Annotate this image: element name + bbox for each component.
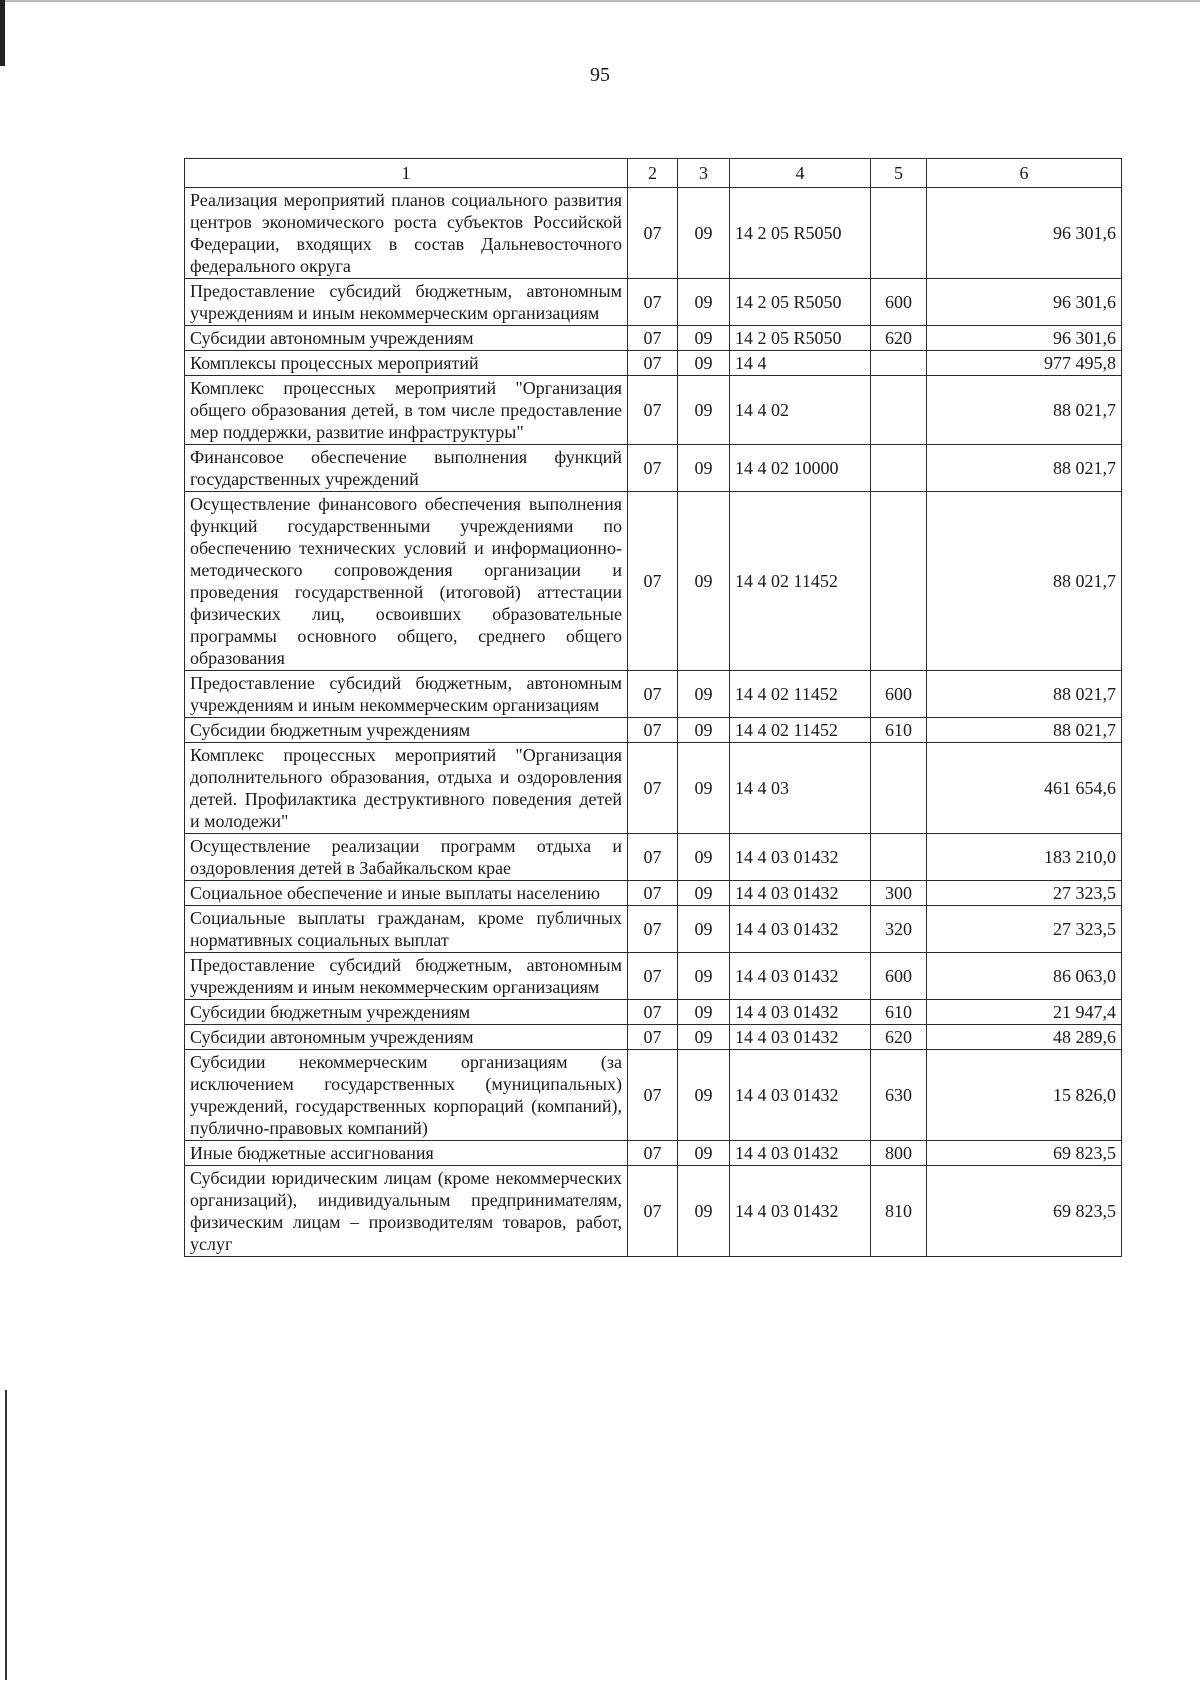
row-target-article: 14 4 03 01432 <box>730 834 871 881</box>
table-row <box>185 376 1122 445</box>
row-target-article: 14 4 02 11452 <box>730 492 871 671</box>
row-name: Предоставление субсидий бюджетным, автономным учреждениям и иным некоммерческим организациям <box>185 671 628 718</box>
row-target-article: 14 4 02 11452 <box>730 671 871 718</box>
row-target-article: 14 4 03 01432 <box>730 1141 871 1166</box>
header-row <box>185 159 1122 188</box>
table-row <box>185 743 1122 834</box>
row-expense-type <box>871 492 927 671</box>
row-subsection: 09 <box>678 1025 730 1050</box>
row-subsection: 09 <box>678 445 730 492</box>
row-section: 07 <box>628 1025 678 1050</box>
page-number: 95 <box>590 64 610 86</box>
row-section: 07 <box>628 1141 678 1166</box>
row-name: Комплексы процессных мероприятий <box>185 351 628 376</box>
row-name: Осуществление финансового обеспечения выполнения функций государственными учреждениями по обеспечению технических условий и информационно-методического сопровождения организации и проведения государственной (итоговой) аттестации физических лиц, освоивших образовательные программы основного общего, среднего общего образования <box>185 492 628 671</box>
table-body <box>185 188 1122 1257</box>
row-amount: 96 301,6 <box>927 326 1122 351</box>
row-subsection: 09 <box>678 188 730 279</box>
column-header-2: 2 <box>628 159 678 188</box>
row-section: 07 <box>628 881 678 906</box>
row-name: Предоставление субсидий бюджетным, автономным учреждениям и иным некоммерческим организациям <box>185 279 628 326</box>
row-name: Субсидии бюджетным учреждениям <box>185 718 628 743</box>
scan-edge-left-lower <box>5 1390 7 1680</box>
row-target-article: 14 4 03 01432 <box>730 1050 871 1141</box>
row-subsection: 09 <box>678 326 730 351</box>
row-subsection: 09 <box>678 881 730 906</box>
table-row <box>185 1166 1122 1257</box>
row-name: Субсидии некоммерческим организациям (за исключением государственных (муниципальных) учреждений, государственных корпораций (компаний), публично-правовых компаний) <box>185 1050 628 1141</box>
row-amount: 96 301,6 <box>927 279 1122 326</box>
table-row <box>185 881 1122 906</box>
row-amount: 88 021,7 <box>927 376 1122 445</box>
table-row <box>185 1025 1122 1050</box>
row-section: 07 <box>628 1050 678 1141</box>
row-amount: 86 063,0 <box>927 953 1122 1000</box>
row-target-article: 14 4 03 01432 <box>730 953 871 1000</box>
row-expense-type <box>871 351 927 376</box>
row-section: 07 <box>628 188 678 279</box>
row-name: Осуществление реализации программ отдыха и оздоровления детей в Забайкальском крае <box>185 834 628 881</box>
row-target-article: 14 4 03 01432 <box>730 1166 871 1257</box>
row-amount: 96 301,6 <box>927 188 1122 279</box>
row-target-article: 14 4 03 01432 <box>730 906 871 953</box>
row-expense-type: 610 <box>871 1000 927 1025</box>
table-row <box>185 953 1122 1000</box>
row-amount: 88 021,7 <box>927 718 1122 743</box>
row-name: Предоставление субсидий бюджетным, автономным учреждениям и иным некоммерческим организациям <box>185 953 628 1000</box>
table-row <box>185 1000 1122 1025</box>
row-target-article: 14 2 05 R5050 <box>730 188 871 279</box>
row-target-article: 14 4 03 01432 <box>730 1025 871 1050</box>
table-row <box>185 834 1122 881</box>
scan-edge-top <box>0 0 1200 2</box>
row-section: 07 <box>628 1166 678 1257</box>
row-amount: 27 323,5 <box>927 881 1122 906</box>
row-expense-type: 600 <box>871 279 927 326</box>
column-header-6: 6 <box>927 159 1122 188</box>
row-section: 07 <box>628 906 678 953</box>
row-target-article: 14 4 <box>730 351 871 376</box>
row-expense-type <box>871 188 927 279</box>
table-row <box>185 279 1122 326</box>
row-name: Комплекс процессных мероприятий "Организация общего образования детей, в том числе предоставление мер поддержки, развитие инфраструктуры" <box>185 376 628 445</box>
row-section: 07 <box>628 743 678 834</box>
row-target-article: 14 4 03 01432 <box>730 1000 871 1025</box>
row-target-article: 14 4 03 01432 <box>730 881 871 906</box>
row-expense-type: 320 <box>871 906 927 953</box>
column-header-5: 5 <box>871 159 927 188</box>
row-amount: 183 210,0 <box>927 834 1122 881</box>
row-subsection: 09 <box>678 376 730 445</box>
row-name: Иные бюджетные ассигнования <box>185 1141 628 1166</box>
row-target-article: 14 4 02 11452 <box>730 718 871 743</box>
row-expense-type <box>871 743 927 834</box>
row-amount: 88 021,7 <box>927 492 1122 671</box>
row-section: 07 <box>628 376 678 445</box>
row-subsection: 09 <box>678 492 730 671</box>
column-header-3: 3 <box>678 159 730 188</box>
row-amount: 15 826,0 <box>927 1050 1122 1141</box>
row-expense-type: 810 <box>871 1166 927 1257</box>
table-row <box>185 351 1122 376</box>
table-header <box>185 159 1122 188</box>
row-section: 07 <box>628 834 678 881</box>
row-expense-type: 800 <box>871 1141 927 1166</box>
row-subsection: 09 <box>678 718 730 743</box>
row-subsection: 09 <box>678 743 730 834</box>
row-target-article: 14 2 05 R5050 <box>730 279 871 326</box>
row-amount: 21 947,4 <box>927 1000 1122 1025</box>
table-row <box>185 492 1122 671</box>
row-amount: 69 823,5 <box>927 1141 1122 1166</box>
row-subsection: 09 <box>678 953 730 1000</box>
row-target-article: 14 2 05 R5050 <box>730 326 871 351</box>
row-section: 07 <box>628 953 678 1000</box>
row-subsection: 09 <box>678 279 730 326</box>
row-section: 07 <box>628 718 678 743</box>
row-amount: 69 823,5 <box>927 1166 1122 1257</box>
row-section: 07 <box>628 351 678 376</box>
scan-edge-left <box>0 0 5 66</box>
row-subsection: 09 <box>678 671 730 718</box>
row-target-article: 14 4 03 <box>730 743 871 834</box>
table-row <box>185 1141 1122 1166</box>
row-name: Субсидии автономным учреждениям <box>185 326 628 351</box>
row-expense-type: 300 <box>871 881 927 906</box>
row-subsection: 09 <box>678 1000 730 1025</box>
row-amount: 977 495,8 <box>927 351 1122 376</box>
row-expense-type: 600 <box>871 671 927 718</box>
row-subsection: 09 <box>678 1166 730 1257</box>
row-subsection: 09 <box>678 1050 730 1141</box>
row-section: 07 <box>628 492 678 671</box>
column-header-4: 4 <box>730 159 871 188</box>
row-subsection: 09 <box>678 1141 730 1166</box>
row-section: 07 <box>628 445 678 492</box>
row-expense-type: 610 <box>871 718 927 743</box>
row-subsection: 09 <box>678 351 730 376</box>
row-amount: 461 654,6 <box>927 743 1122 834</box>
row-expense-type <box>871 445 927 492</box>
table-row <box>185 445 1122 492</box>
table-row <box>185 326 1122 351</box>
row-name: Субсидии юридическим лицам (кроме некоммерческих организаций), индивидуальным предпринимателям, физическим лицам – производителям товаров, работ, услуг <box>185 1166 628 1257</box>
row-expense-type: 620 <box>871 326 927 351</box>
row-amount: 88 021,7 <box>927 445 1122 492</box>
row-amount: 88 021,7 <box>927 671 1122 718</box>
row-target-article: 14 4 02 <box>730 376 871 445</box>
column-header-1: 1 <box>185 159 628 188</box>
row-name: Финансовое обеспечение выполнения функций государственных учреждений <box>185 445 628 492</box>
row-section: 07 <box>628 1000 678 1025</box>
row-expense-type: 600 <box>871 953 927 1000</box>
row-target-article: 14 4 02 10000 <box>730 445 871 492</box>
row-expense-type: 620 <box>871 1025 927 1050</box>
row-expense-type <box>871 834 927 881</box>
row-subsection: 09 <box>678 906 730 953</box>
budget-table <box>184 158 1122 1257</box>
table-row <box>185 188 1122 279</box>
row-name: Социальное обеспечение и иные выплаты населению <box>185 881 628 906</box>
row-name: Реализация мероприятий планов социального развития центров экономического роста субъектов Российской Федерации, входящих в состав Дальневосточного федерального округа <box>185 188 628 279</box>
table-row <box>185 671 1122 718</box>
row-section: 07 <box>628 671 678 718</box>
row-name: Субсидии автономным учреждениям <box>185 1025 628 1050</box>
table-row <box>185 1050 1122 1141</box>
row-section: 07 <box>628 326 678 351</box>
row-expense-type: 630 <box>871 1050 927 1141</box>
row-section: 07 <box>628 279 678 326</box>
table-row <box>185 718 1122 743</box>
row-amount: 27 323,5 <box>927 906 1122 953</box>
table-row <box>185 906 1122 953</box>
row-name: Социальные выплаты гражданам, кроме публичных нормативных социальных выплат <box>185 906 628 953</box>
row-name: Субсидии бюджетным учреждениям <box>185 1000 628 1025</box>
row-amount: 48 289,6 <box>927 1025 1122 1050</box>
row-subsection: 09 <box>678 834 730 881</box>
row-expense-type <box>871 376 927 445</box>
row-name: Комплекс процессных мероприятий "Организация дополнительного образования, отдыха и оздоровления детей. Профилактика деструктивного поведения детей и молодежи" <box>185 743 628 834</box>
